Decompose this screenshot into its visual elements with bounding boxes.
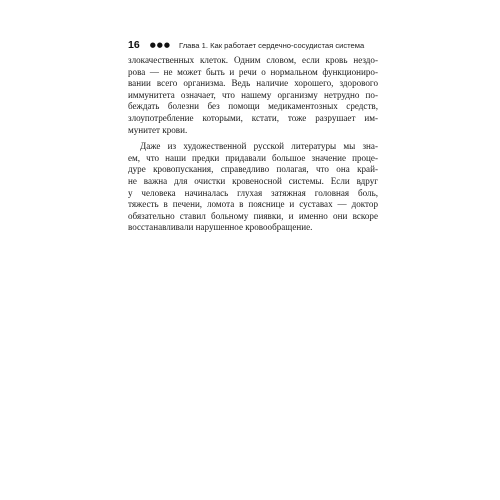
running-header — [128, 38, 378, 52]
text-line: рова — не может быть и речи о нормальном функциониро- — [128, 66, 378, 77]
chapter-title: Глава 1. Как работает сердечно-сосудистая система — [179, 40, 365, 50]
text-line: тяжесть в печени, ломота в пояснице и суставах — доктор — [128, 199, 378, 210]
body-text — [128, 55, 378, 234]
text-line: у человека начиналась глухая затяжная головная боль, — [128, 187, 378, 198]
text-line: мунитет крови. — [128, 124, 188, 135]
text-line: иммунитета означает, что нашему организму нетрудно по- — [128, 89, 378, 100]
text-line: Даже из художественной русской литературы мы зна- — [140, 141, 378, 152]
text-line: не важна для очистки кровеносной системы. Если вдруг — [128, 175, 378, 186]
text-line: злоупотребление которыми, кстати, тоже разрушает им- — [128, 112, 378, 123]
paragraph-2 — [128, 141, 378, 234]
text-line: восстанавливали нарушенное кровообращение. — [128, 222, 313, 233]
text-line: беждать болезни без помощи медикаментозных средств, — [128, 101, 378, 112]
text-line: дуре кровопускания, справедливо полагая, что она край- — [128, 164, 378, 175]
page-number: 16 — [128, 39, 140, 51]
text-line: ем, что наши предки придавали большое значение проце- — [128, 152, 378, 163]
text-line: обязательно ставил больному пиявки, и именно они вскоре — [128, 210, 378, 221]
header-dots-ornament: ●●● — [149, 41, 172, 49]
paragraph-1 — [128, 55, 378, 136]
text-line: вании всего организма. Ведь наличие хорошего, здорового — [128, 78, 378, 89]
text-line: злокачественных клеток. Одним словом, если кровь нездо- — [128, 55, 378, 65]
